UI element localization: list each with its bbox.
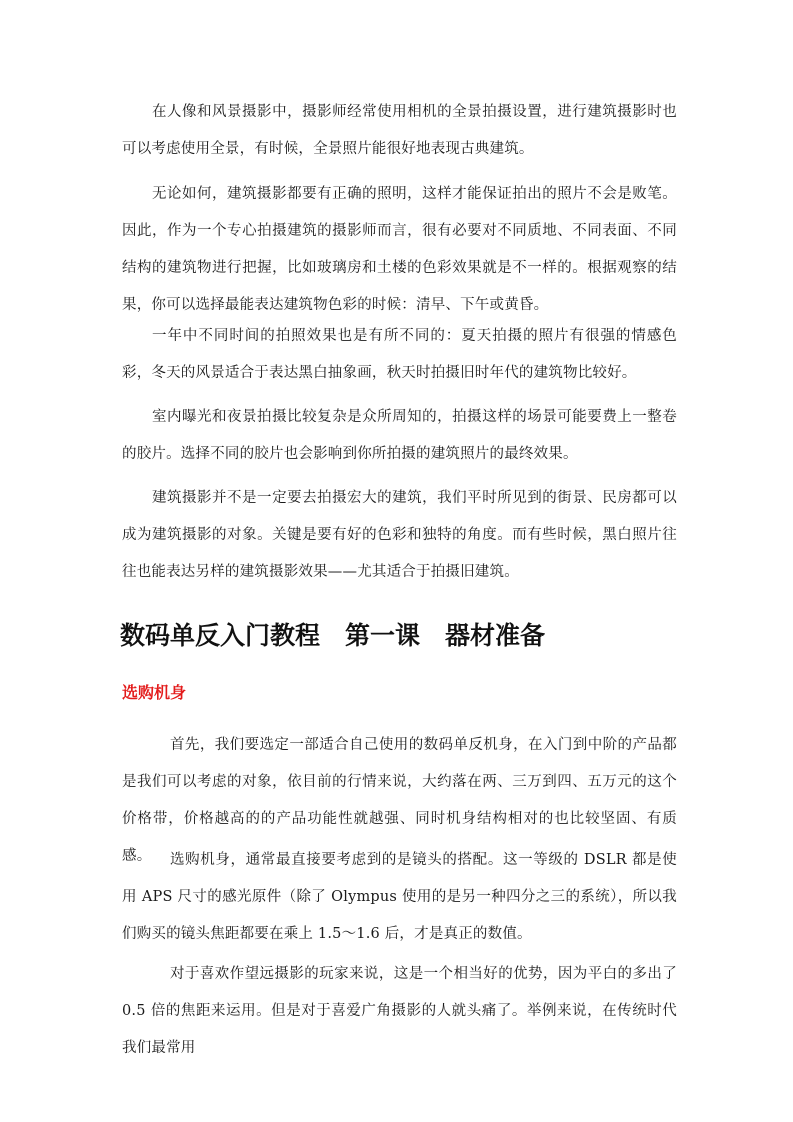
paragraph-telephoto: 对于喜欢作望远摄影的玩家来说，这是一个相当好的优势，因为平白的多出了 0.5 倍的焦距来运用。但是对于喜爱广角摄影的人就头痛了。举例来说，在传统时代我们最常用: [122, 966, 677, 1056]
paragraph-panorama: 在人像和风景摄影中，摄影师经常使用相机的全景拍摄设置，进行建筑摄影时也可以考虑使用全景，有时候，全景照片能很好地表现古典建筑。: [122, 104, 677, 157]
paragraph-seasons: 一年中不同时间的拍照效果也是有所不同的：夏天拍摄的照片有很强的情感色彩，冬天的风景适合于表达黑白抽象画，秋天时拍摄旧时年代的建筑物比较好。: [122, 328, 677, 381]
paragraph-street-scenes: 建筑摄影并不是一定要去拍摄宏大的建筑，我们平时所见到的街景、民房都可以成为建筑摄影的对象。关键是要有好的色彩和独特的角度。而有些时候，黑白照片往往也能表达另样的建筑摄影效果——尤其适合于拍摄旧建筑。: [122, 490, 677, 580]
paragraph-choose-body: 首先，我们要选定一部适合自己使用的数码单反机身，在入门到中阶的产品都是我们可以考虑的对象，依目前的行情来说，大约落在两、三万到四、五万元的这个价格带，价格越高的的产品功能性就越强、同时机身结构相对的也比较坚固、有质感。: [122, 737, 677, 864]
section-heading: 数码单反入门教程 第一课 器材准备: [120, 621, 546, 650]
paragraph-lighting: 无论如何，建筑摄影都要有正确的照明，这样才能保证拍出的照片不会是败笔。因此，作为一个专心拍摄建筑的摄影师而言，很有必要对不同质地、不同表面、不同结构的建筑物进行把握，比如玻璃房和土楼的色彩效果就是不一样的。根据观察的结果，你可以选择最能表达建筑物色彩的时候：清早、下午或黄昏。: [122, 186, 677, 313]
paragraph-indoor-night: 室内曝光和夜景拍摄比较复杂是众所周知的，拍摄这样的场景可能要费上一整卷的胶片。选择不同的胶片也会影响到你所拍摄的建筑照片的最终效果。: [122, 409, 677, 462]
subsection-heading: 选购机身: [122, 683, 187, 702]
paragraph-lens-pairing: 选购机身，通常最直接要考虑到的是镜头的搭配。这一等级的 DSLR 都是使用 APS 尺寸的感光原件（除了 Olympus 使用的是另一种四分之三的系统），所以我们购买的镜头焦距都要在乘上 1.5～1.6 后，才是真正的数值。: [122, 852, 677, 942]
